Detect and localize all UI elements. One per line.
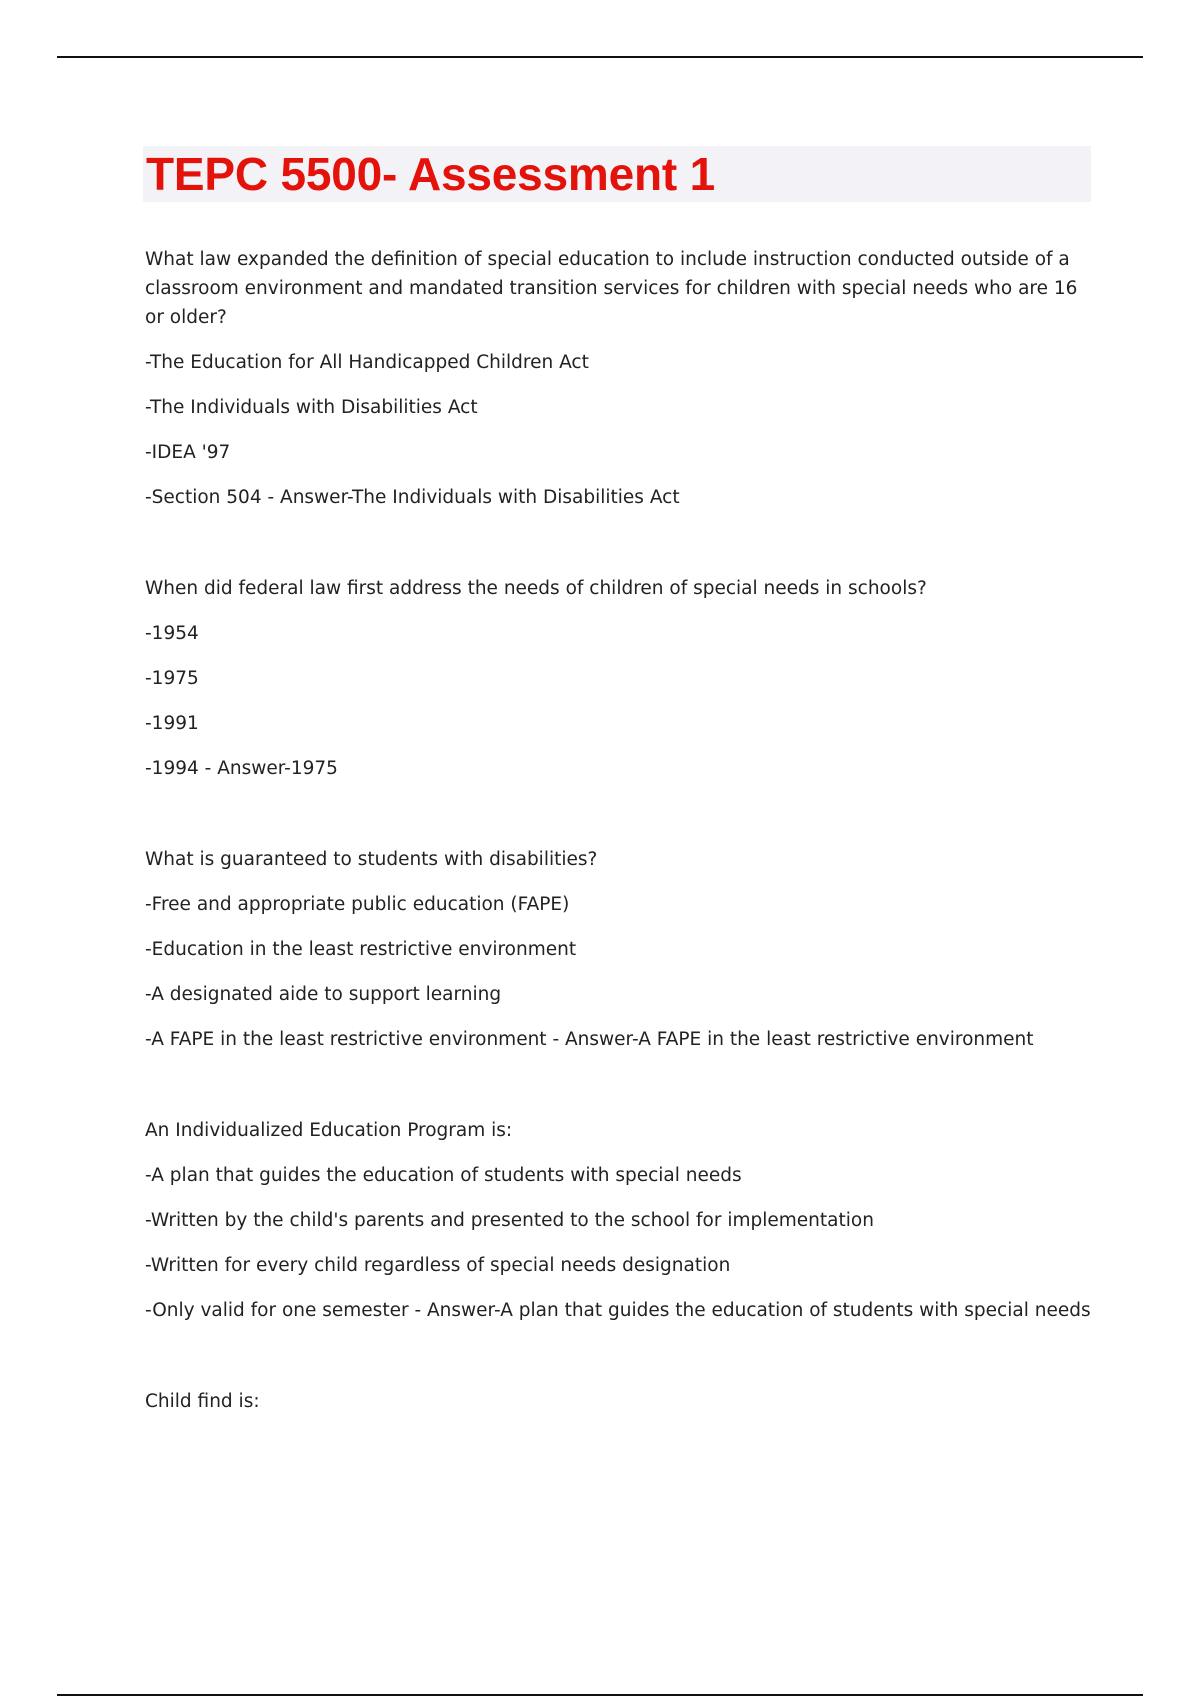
answer-option: -Education in the least restrictive environment xyxy=(145,939,577,960)
question-block xyxy=(145,1116,1095,1325)
document-body xyxy=(145,245,1095,1478)
answer-option: -IDEA '97 xyxy=(145,442,231,463)
answer-option: -Section 504 - Answer-The Individuals with Disabilities Act xyxy=(145,487,680,508)
answer-option: -1975 xyxy=(145,668,199,689)
question-block xyxy=(145,1387,1095,1416)
answer-option: -The Individuals with Disabilities Act xyxy=(145,397,478,418)
question-prompt: An Individualized Education Program is: xyxy=(145,1120,513,1141)
answer-option: -Only valid for one semester - Answer-A plan that guides the education of students with special needs xyxy=(145,1300,1091,1321)
top-rule xyxy=(57,56,1143,58)
answer-option: -The Education for All Handicapped Children Act xyxy=(145,352,589,373)
answer-option: -A designated aide to support learning xyxy=(145,984,502,1005)
document-title: TEPC 5500- Assessment 1 xyxy=(146,148,715,200)
question-prompt: What is guaranteed to students with disabilities? xyxy=(145,849,598,870)
bottom-rule xyxy=(57,1694,1143,1696)
question-prompt: Child find is: xyxy=(145,1391,260,1412)
answer-option: -Written by the child's parents and presented to the school for implementation xyxy=(145,1210,874,1231)
answer-option: -1954 xyxy=(145,623,199,644)
question-prompt: When did federal law first address the needs of children of special needs in schools? xyxy=(145,578,927,599)
answer-option: -A plan that guides the education of students with special needs xyxy=(145,1165,742,1186)
answer-option: -1991 xyxy=(145,713,199,734)
answer-option: -A FAPE in the least restrictive environment - Answer-A FAPE in the least restrictive environment xyxy=(145,1029,1034,1050)
question-block xyxy=(145,845,1095,1054)
answer-option: -1994 - Answer-1975 xyxy=(145,758,338,779)
question-block xyxy=(145,245,1095,512)
question-block xyxy=(145,574,1095,783)
answer-option: -Free and appropriate public education (FAPE) xyxy=(145,894,570,915)
question-prompt: What law expanded the definition of special education to include instruction conducted outside of a classroom environment and mandated transition services for children with special needs who are 16 or older? xyxy=(145,249,1078,328)
answer-option: -Written for every child regardless of special needs designation xyxy=(145,1255,731,1276)
